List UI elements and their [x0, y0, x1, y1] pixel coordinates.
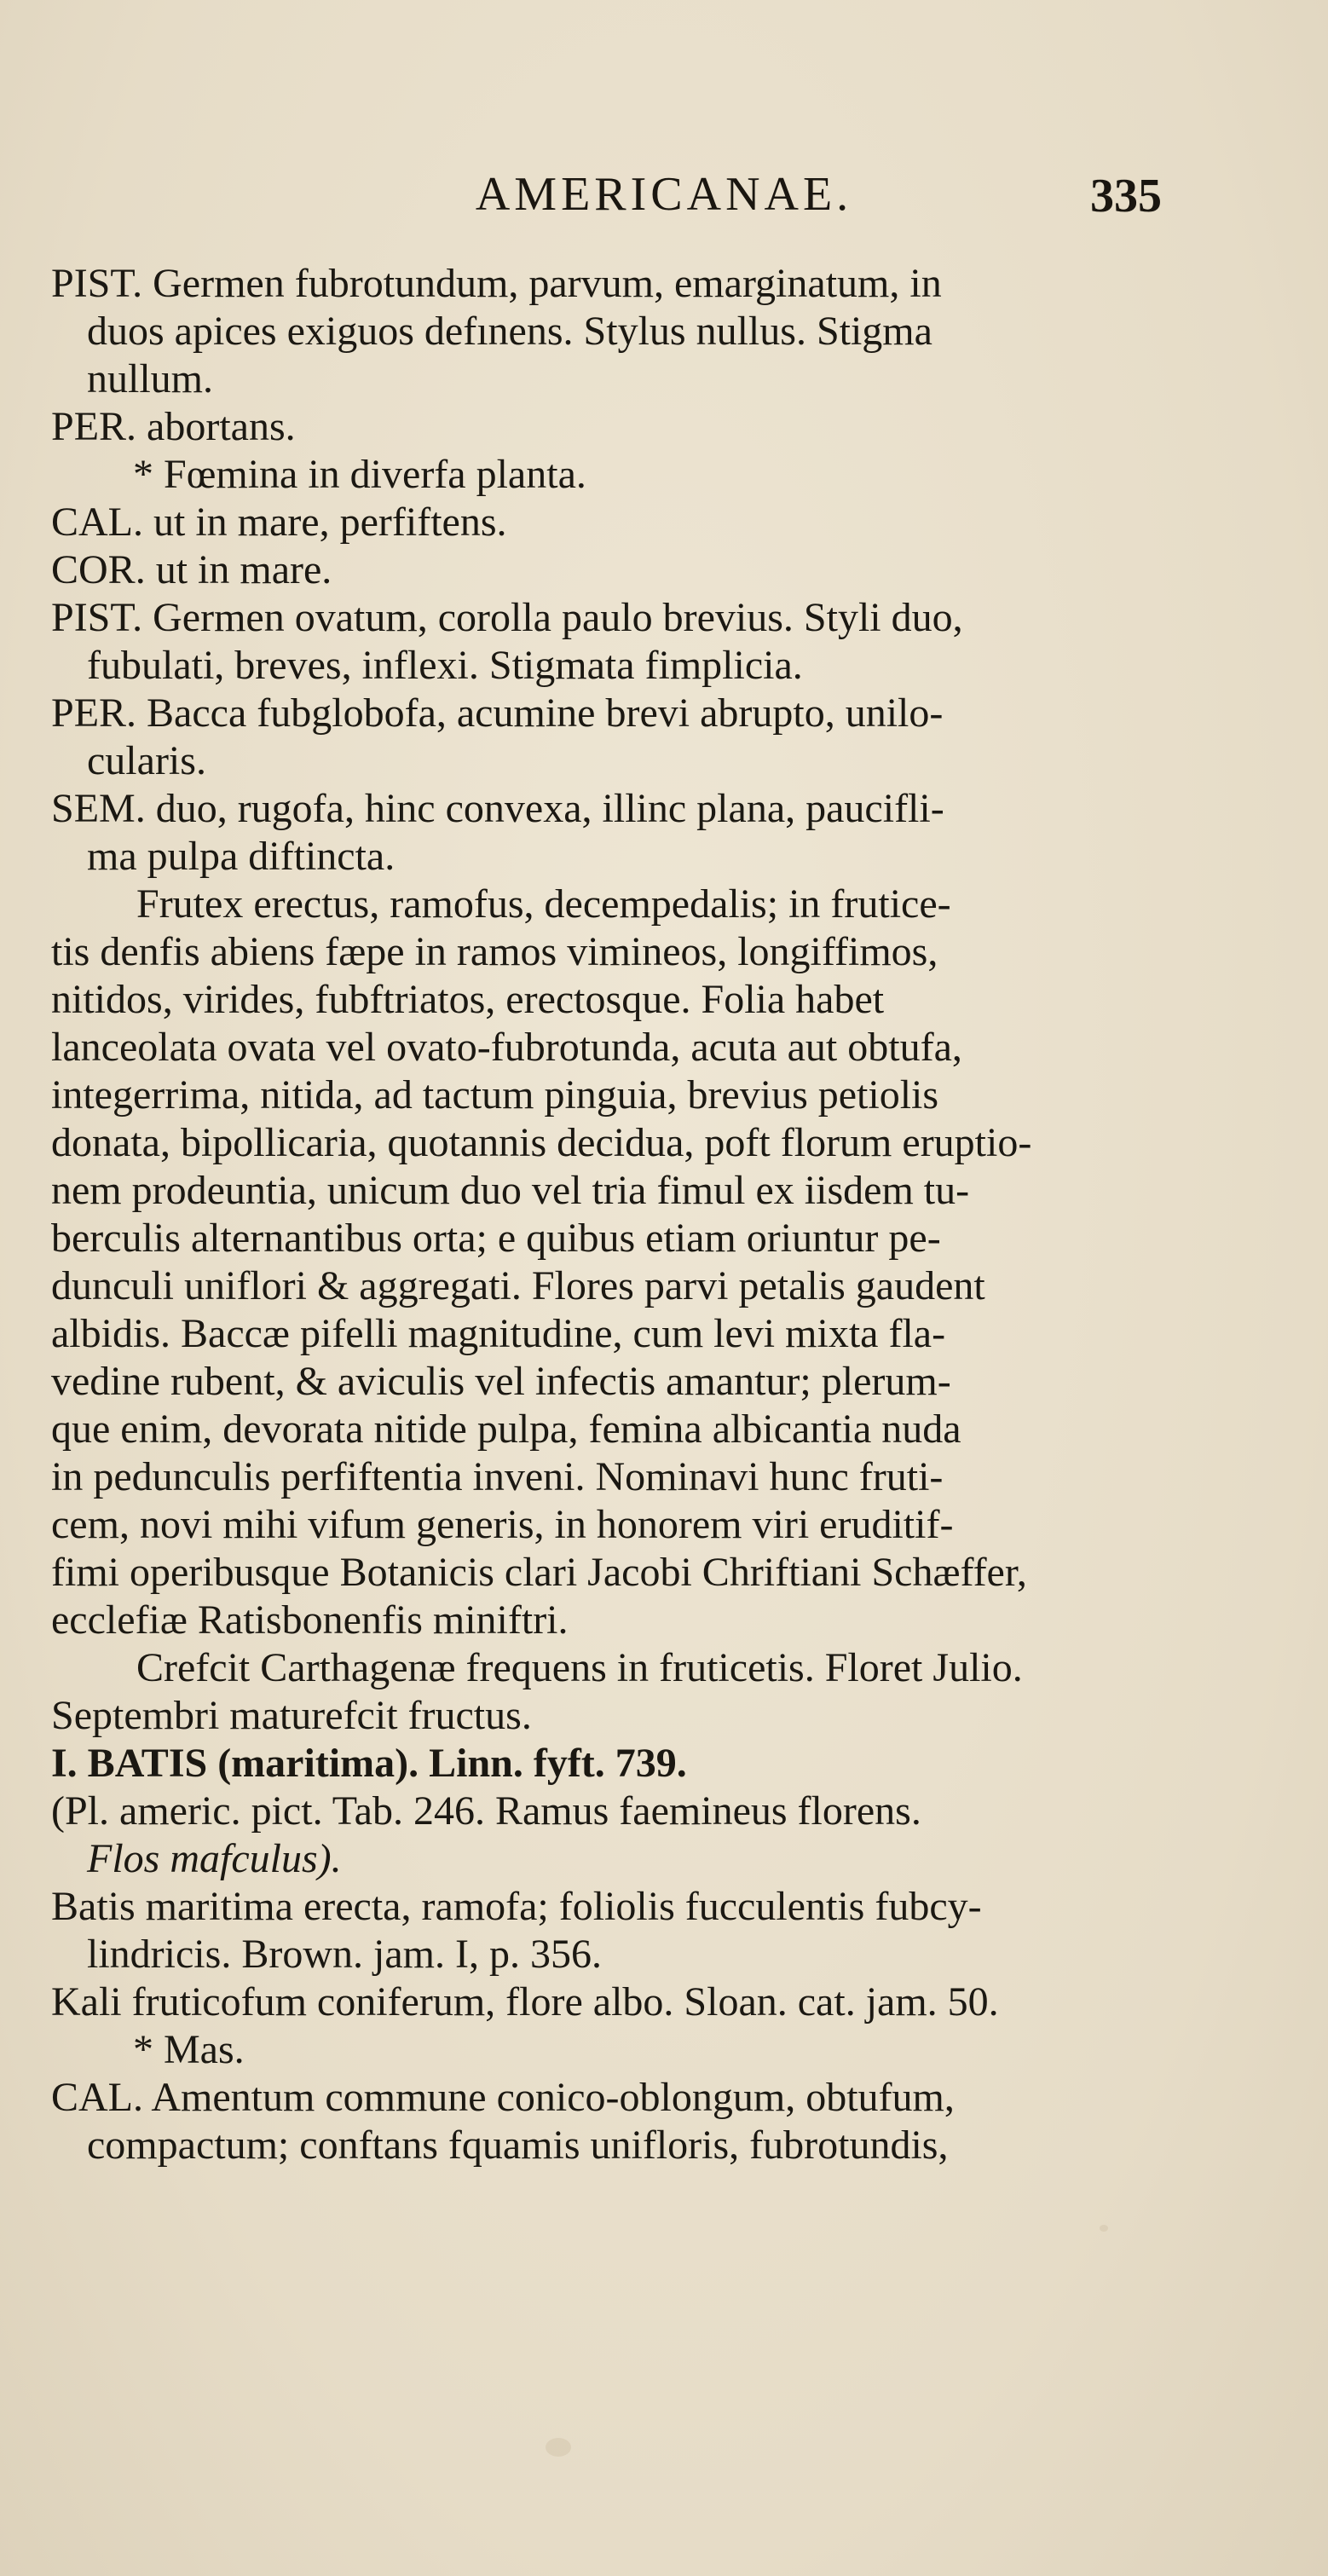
text-line: PER. abortans.	[51, 404, 296, 449]
text-line: SEM. duo, rugofa, hinc convexa, illinc plana, paucifli-	[51, 786, 944, 831]
page-number: 335	[1090, 170, 1162, 222]
text-line: in pedunculis perfiftentia inveni. Nominavi hunc fruti-	[51, 1454, 944, 1499]
text-line: ecclefiæ Ratisbonenfis miniftri.	[51, 1597, 569, 1643]
text-line: berculis alternantibus orta; e quibus etiam oriuntur pe-	[51, 1216, 941, 1261]
text-line: Kali fruticofum coniferum, flore albo. Sloan. cat. jam. 50.	[51, 1979, 999, 2024]
text-line: PER. Bacca fubglobofa, acumine brevi abrupto, unilo-	[51, 690, 944, 736]
text-line: cularis.	[87, 738, 206, 783]
text-line: Crefcit Carthagenæ frequens in fruticetis. Floret Julio.	[136, 1645, 1023, 1690]
text-line: compactum; conftans fquamis unifloris, fubrotundis,	[87, 2123, 949, 2168]
text-line: vedine rubent, & aviculis vel infectis amantur; plerum-	[51, 1359, 951, 1404]
text-line: donata, bipollicaria, quotannis decidua, poft florum eruptio-	[51, 1120, 1032, 1165]
text-line: lindricis. Brown. jam. I, p. 356.	[87, 1932, 602, 1977]
text-line: COR. ut in mare.	[51, 547, 332, 592]
text-line: cem, novi mihi vifum generis, in honorem viri eruditif-	[51, 1502, 954, 1547]
text-line: * Fœmina in diverfa planta.	[133, 452, 586, 497]
text-line: Septembri maturefcit fructus.	[51, 1693, 532, 1738]
text-line: * Mas.	[133, 2027, 245, 2072]
text-line: que enim, devorata nitide pulpa, femina albicantia nuda	[51, 1406, 961, 1452]
text-line: nullum.	[87, 356, 214, 401]
paper-stain	[1100, 2225, 1108, 2232]
text-line: tis denfis abiens fæpe in ramos vimineos, longiffimos,	[51, 929, 938, 974]
text-line: fubulati, breves, inflexi. Stigmata fimplicia.	[87, 643, 803, 688]
text-line: albidis. Baccæ pifelli magnitudine, cum levi mixta fla-	[51, 1311, 946, 1356]
text-line: PIST. Germen fubrotundum, parvum, emarginatum, in	[51, 261, 942, 306]
text-line: duos apices exiguos defınens. Stylus nullus. Stigma	[87, 309, 932, 354]
text-line: fimi operibusque Botanicis clari Jacobi Chriftiani Schæffer,	[51, 1550, 1027, 1595]
text-line: Batis maritima erecta, ramofa; foliolis fucculentis fubcy-	[51, 1884, 982, 1929]
text-line: PIST. Germen ovatum, corolla paulo brevius. Styli duo,	[51, 595, 963, 640]
text-line: CAL. Amentum commune conico-oblongum, obtufum,	[51, 2075, 955, 2120]
text-line: Frutex erectus, ramofus, decempedalis; in frutice-	[136, 881, 951, 927]
text-line: integerrima, nitida, ad tactum pinguia, brevius petiolis	[51, 1072, 939, 1118]
running-head: AMERICANAE.	[475, 168, 853, 221]
text-line: nem prodeuntia, unicum duo vel tria fimul ex iisdem tu-	[51, 1168, 970, 1213]
species-heading: I. BATIS (maritima). Linn. fyft. 739.	[51, 1741, 687, 1786]
text-line: nitidos, virides, fubftriatos, erectosque. Folia habet	[51, 977, 885, 1022]
text-line: dunculi uniflori & aggregati. Flores parvi petalis gaudent	[51, 1263, 985, 1308]
text-line: ma pulpa diftincta.	[87, 834, 396, 879]
text-line: CAL. ut in mare, perfiftens.	[51, 500, 507, 545]
text-line: (Pl. americ. pict. Tab. 246. Ramus faemineus florens.	[51, 1788, 921, 1834]
paper-stain	[546, 2438, 571, 2457]
text-line: Flos mafculus).	[87, 1836, 342, 1881]
text-line: lanceolata ovata vel ovato-fubrotunda, acuta aut obtufa,	[51, 1025, 962, 1070]
